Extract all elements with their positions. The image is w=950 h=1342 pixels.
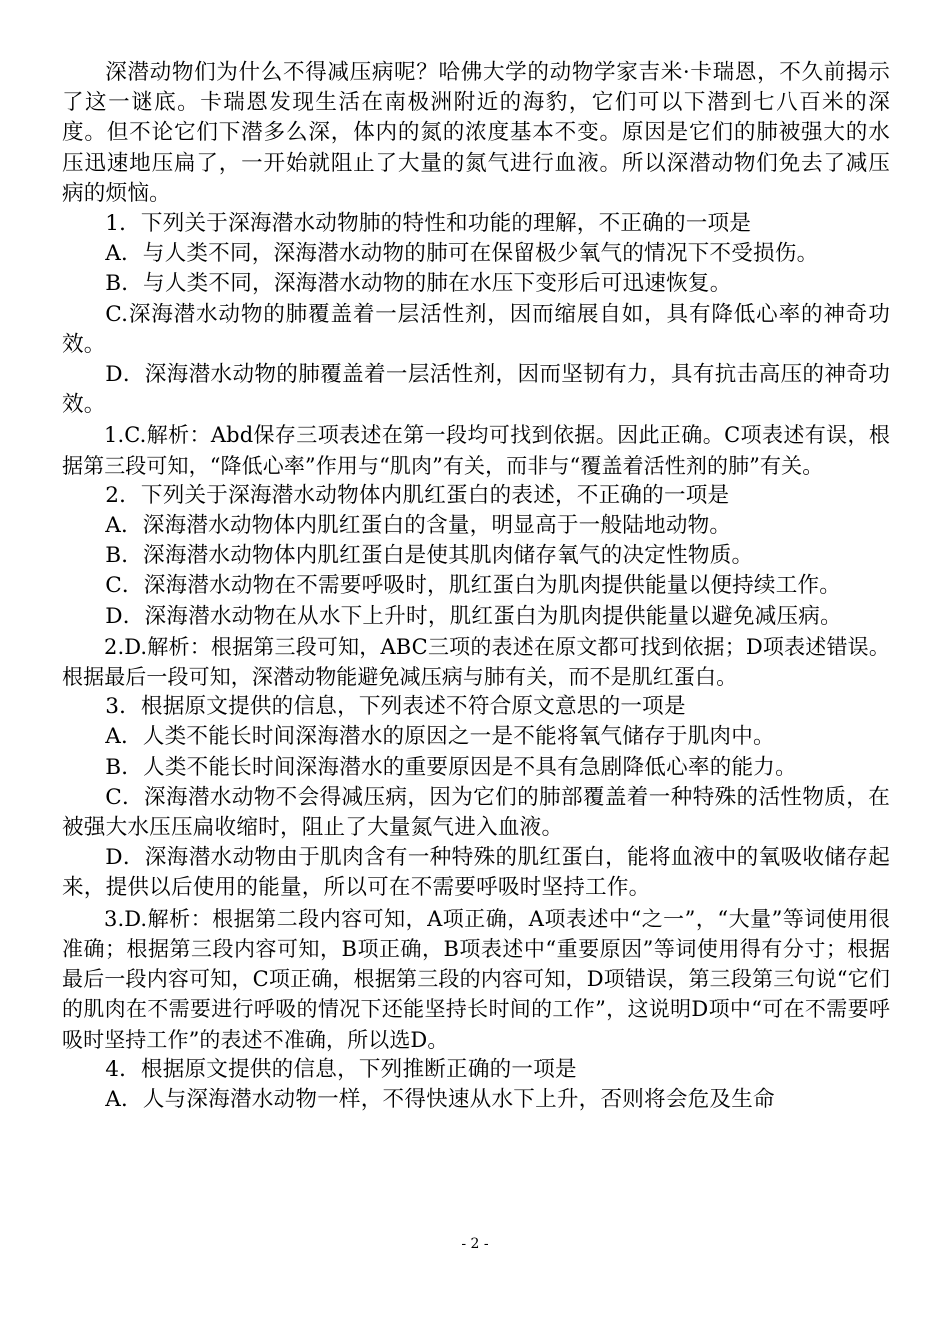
question-1-option-c: C.深海潜水动物的肺覆盖着一层活性剂，因而缩展自如，具有降低心率的神奇功效。 bbox=[62, 301, 890, 357]
question-3-option-b: B．人类不能长时间深海潜水的重要原因是不具有急剧降低心率的能力。 bbox=[105, 754, 797, 780]
question-3-analysis: 3.D.解析：根据第二段内容可知，A项正确，A项表述中“之一”，“大量”等词使用很准确；根据第三段内容可知，B项正确，B项表述中“重要原因”等词使用得有分寸；根据最后一段内容可知，C项正确，根据第三段的内容可知，D项错误，第三段第三句说“它们的肌肉在不需要进行呼吸的情况下还能坚持长时间的工作”，这说明D项中“可在不需要呼吸时坚持工作”的表述不准确，所以选D。 bbox=[62, 906, 890, 1052]
page-number: - 2 - bbox=[461, 1236, 489, 1252]
question-1-option-d: D．深海潜水动物的肺覆盖着一层活性剂，因而坚韧有力，具有抗击高压的神奇功效。 bbox=[62, 362, 890, 418]
question-1-option-a: A．与人类不同，深海潜水动物的肺可在保留极少氧气的情况下不受损伤。 bbox=[105, 241, 819, 267]
question-1-stem: 1．下列关于深海潜水动物肺的特性和功能的理解，不正确的一项是 bbox=[105, 211, 752, 237]
question-2-option-a: A．深海潜水动物体内肌红蛋白的含量，明显高于一般陆地动物。 bbox=[105, 513, 732, 539]
question-2-option-c: C．深海潜水动物在不需要呼吸时，肌红蛋白为肌肉提供能量以便持续工作。 bbox=[105, 573, 842, 599]
question-3-stem: 3．根据原文提供的信息，下列表述不符合原文意思的一项是 bbox=[105, 694, 686, 720]
question-3-option-a: A．人类不能长时间深海潜水的原因之一是不能将氧气储存于肌肉中。 bbox=[105, 724, 775, 750]
question-3-option-c: C．深海潜水动物不会得减压病，因为它们的肺部覆盖着一种特殊的活性物质，在被强大水压压扁收缩时，阻止了大量氮气进入血液。 bbox=[62, 784, 890, 841]
question-4-option-a: A．人与深海潜水动物一样，不得快速从水下上升，否则将会危及生命 bbox=[105, 1086, 775, 1112]
question-2-option-b: B．深海潜水动物体内肌红蛋白是使其肌肉储存氧气的决定性物质。 bbox=[105, 543, 754, 569]
question-2-stem: 2．下列关于深海潜水动物体内肌红蛋白的表述，不正确的一项是 bbox=[105, 482, 730, 508]
question-1-analysis: 1.C.解析：Abd保存三项表述在第一段均可找到依据。因此正确。C项表述有误，根据第三段可知，“降低心率”作用与“肌肉”有关，而非与“覆盖着活性剂的肺”有关。 bbox=[62, 423, 890, 478]
question-1-option-b: B．与人类不同，深海潜水动物的肺在水压下变形后可迅速恢复。 bbox=[105, 271, 732, 297]
document-body bbox=[62, 58, 890, 1115]
passage-paragraph: 深潜动物们为什么不得减压病呢？哈佛大学的动物学家吉米·卡瑞恩，不久前揭示了这一谜底。卡瑞恩发现生活在南极洲附近的海豹，它们可以下潜到七八百米的深度。但不论它们下潜多么深，体内的氮的浓度基本不变。原因是它们的肺被强大的水压迅速地压扁了，一开始就阻止了大量的氮气进行血液。所以深潜动物们免去了减压病的烦恼。 bbox=[62, 60, 890, 206]
question-2-analysis: 2.D.解析：根据第三段可知，ABC三项的表述在原文都可找到依据；D项表述错误。根据最后一段可知，深潜动物能避免减压病与肺有关，而不是肌红蛋白。 bbox=[62, 634, 890, 690]
question-2-option-d: D．深海潜水动物在从水下上升时，肌红蛋白为肌肉提供能量以避免减压病。 bbox=[105, 603, 842, 629]
question-3-option-d: D．深海潜水动物由于肌肉含有一种特殊的肌红蛋白，能将血液中的氧吸收储存起来，提供以后使用的能量，所以可在不需要呼吸时坚持工作。 bbox=[62, 845, 890, 901]
question-4-stem: 4．根据原文提供的信息，下列推断正确的一项是 bbox=[105, 1056, 577, 1082]
